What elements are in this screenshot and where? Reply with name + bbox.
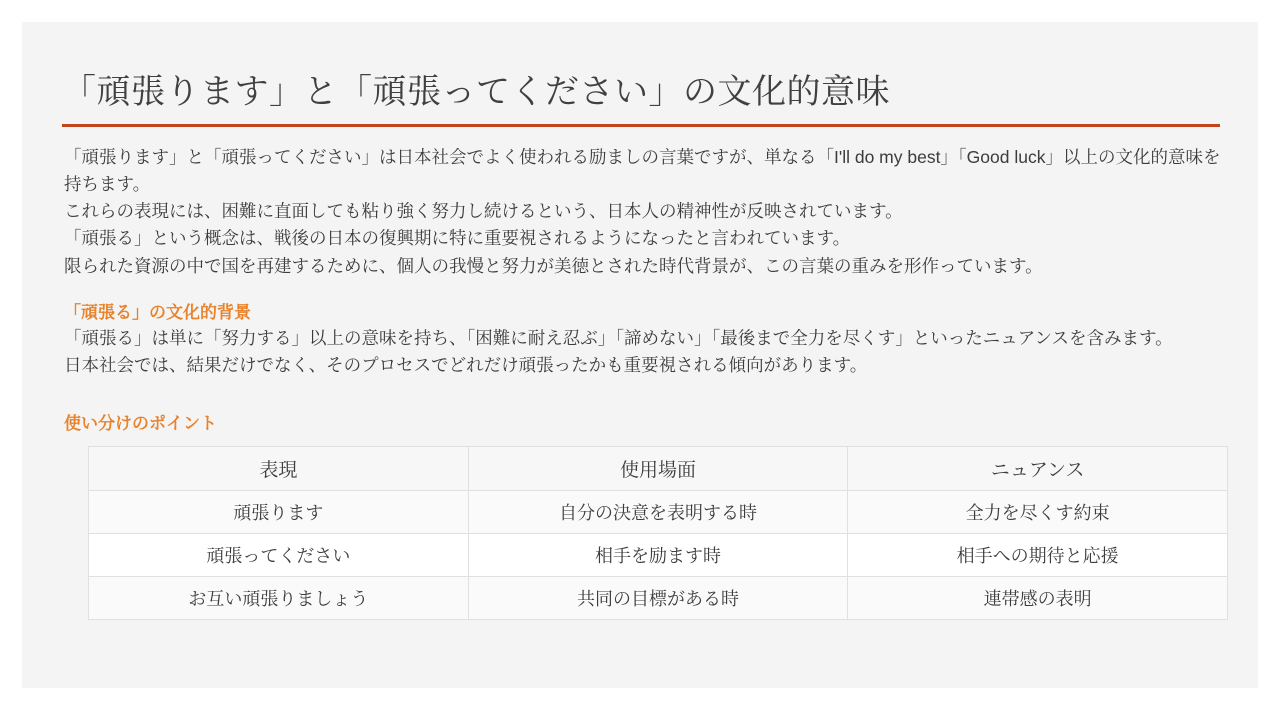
section1-paragraphs bbox=[64, 325, 1224, 379]
section1-paragraph-2: 日本社会では、結果だけでなく、そのプロセスでどれだけ頑張ったかも重要視される傾向があります。 bbox=[64, 354, 868, 375]
section-heading-usage-points: 使い分けのポイント bbox=[64, 413, 217, 433]
table-header-nuance: ニュアンス bbox=[848, 446, 1228, 490]
table-cell-nuance: 相手への期待と応援 bbox=[848, 533, 1228, 576]
intro-paragraphs bbox=[64, 144, 1224, 280]
table-cell-expression: 頑張ります bbox=[89, 490, 469, 533]
intro-paragraph-2: これらの表現には、困難に直面しても粘り強く努力し続けるという、日本人の精神性が反映されています。 bbox=[64, 201, 903, 222]
page-title: 「頑張ります」と「頑張ってください」の文化的意味 bbox=[62, 73, 890, 111]
table-header-situation: 使用場面 bbox=[468, 446, 848, 490]
section1-paragraph-1: 「頑張る」は単に「努力する」以上の意味を持ち、「困難に耐え忍ぶ」「諦めない」「最後まで全力を尽くす」といったニュアンスを含みます。 bbox=[64, 327, 1173, 348]
section-heading-cultural-background: 「頑張る」の文化的背景 bbox=[64, 302, 251, 322]
intro-paragraph-1: 「頑張ります」と「頑張ってください」は日本社会でよく使われる励ましの言葉ですが、単なる「I'll do my best」「Good luck」以上の文化的意味を持ちます。 bbox=[64, 147, 1221, 195]
table-cell-situation: 自分の決意を表明する時 bbox=[468, 490, 848, 533]
table-cell-nuance: 全力を尽くす約束 bbox=[848, 490, 1228, 533]
table-row bbox=[89, 490, 1228, 533]
table-row bbox=[89, 576, 1228, 619]
table-cell-nuance: 連帯感の表明 bbox=[848, 576, 1228, 619]
table-row bbox=[89, 533, 1228, 576]
intro-paragraph-4: 限られた資源の中で国を再建するために、個人の我慢と努力が美徳とされた時代背景が、この言葉の重みを形作っています。 bbox=[64, 255, 1043, 276]
table-cell-situation: 相手を励ます時 bbox=[468, 533, 848, 576]
table-cell-situation: 共同の目標がある時 bbox=[468, 576, 848, 619]
intro-paragraph-3: 「頑張る」という概念は、戦後の日本の復興期に特に重要視されるようになったと言われています。 bbox=[64, 228, 851, 249]
title-divider bbox=[62, 124, 1220, 127]
table-cell-expression: 頑張ってください bbox=[89, 533, 469, 576]
slide-body bbox=[64, 144, 1224, 620]
table-header-row bbox=[89, 446, 1228, 490]
slide-canvas bbox=[22, 22, 1258, 688]
table-header-expression: 表現 bbox=[89, 446, 469, 490]
table-cell-expression: お互い頑張りましょう bbox=[89, 576, 469, 619]
usage-comparison-table bbox=[88, 446, 1228, 620]
